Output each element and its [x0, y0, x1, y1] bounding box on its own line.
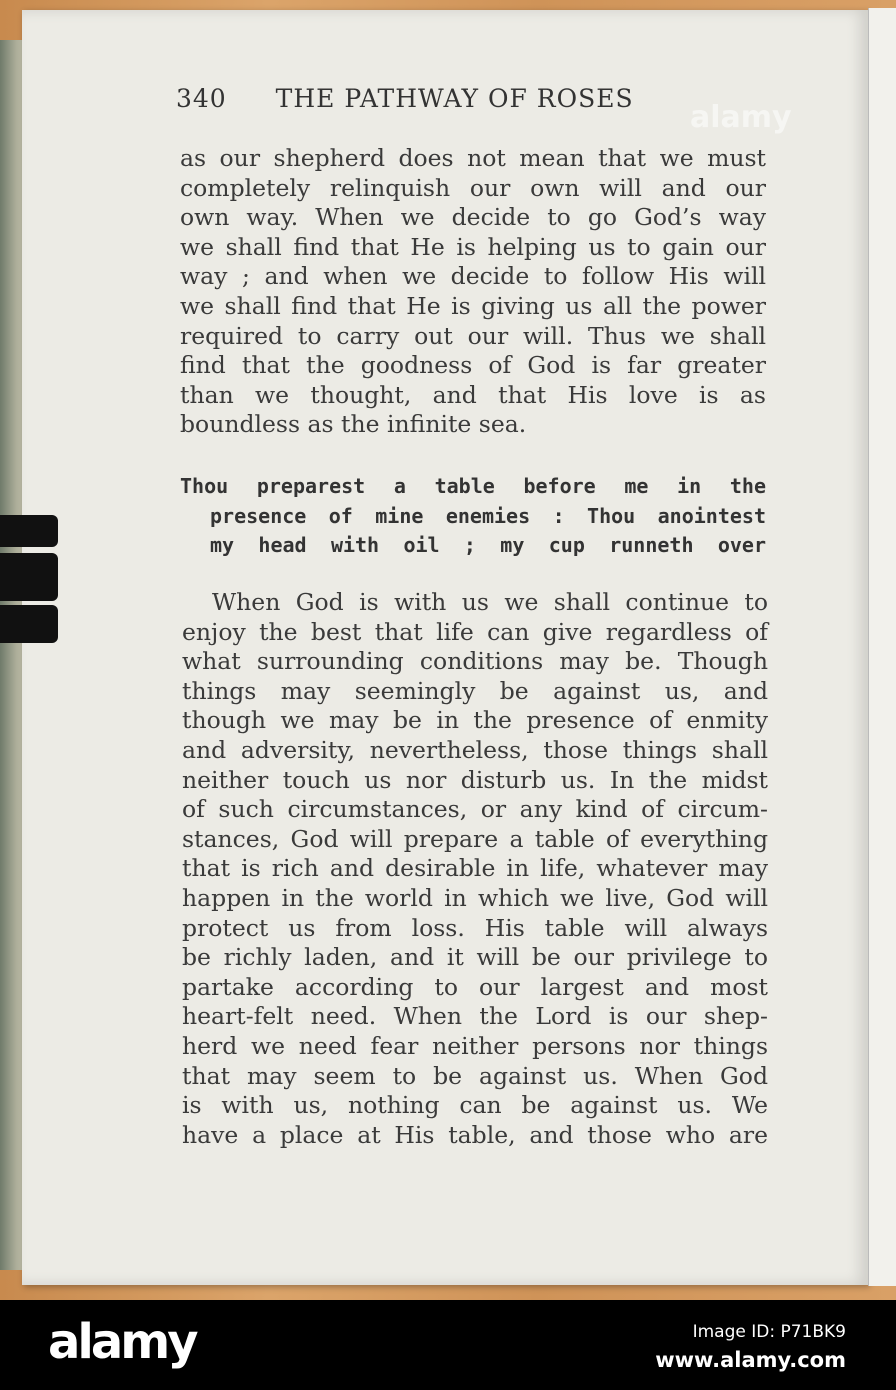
page-number: 340 [176, 84, 227, 113]
text-line: completely relinquish our own will and our [180, 173, 766, 202]
text-line: find that the goodness of God is far greater [180, 351, 766, 380]
text-line: that is rich and desirable in life, whatever may [182, 854, 768, 883]
text-line: stances, God will prepare a table of everything [182, 824, 768, 853]
page-edge [868, 8, 896, 1286]
text-line: boundless as the infinite sea. [180, 410, 527, 439]
text-line: enjoy the best that life can give regardless of [182, 617, 768, 646]
text-line: partake according to our largest and most [182, 972, 768, 1001]
alamy-logo: alamy [48, 1314, 196, 1370]
text-line: required to carry out our will. Thus we shall [180, 321, 766, 350]
footer-bar [0, 1300, 896, 1390]
page-header [176, 84, 776, 113]
image-id: Image ID: P71BK9 [692, 1322, 846, 1342]
text-line: neither touch us nor disturb us. In the midst [182, 765, 768, 794]
watermark: alamy [690, 100, 792, 135]
text-line: than we thought, and that His love is as [180, 380, 766, 409]
text-line: of such circumstances, or any kind of circum- [182, 795, 768, 824]
text-line: Thou preparest a table before me in the [180, 474, 766, 498]
text-line: own way. When we decide to go God’s way [180, 203, 766, 232]
text-line: we shall find that He is giving us all the power [180, 291, 766, 320]
paragraph-2 [182, 588, 768, 1150]
text-line: way ; and when we decide to follow His will [180, 262, 766, 291]
text-line: presence of mine enemies : Thou anointest [210, 503, 766, 528]
text-line: have a place at His table, and those who are [182, 1120, 768, 1149]
text-line: as our shepherd does not mean that we must [180, 144, 766, 172]
binder-clip [0, 515, 60, 645]
text-line: is with us, nothing can be against us. We [182, 1091, 768, 1120]
text-line: herd we need fear neither persons nor things [182, 1031, 768, 1060]
text-line: things may seemingly be against us, and [182, 676, 768, 705]
text-line: heart-felt need. When the Lord is our shep- [182, 1002, 768, 1031]
text-line: we shall find that He is helping us to gain our [180, 232, 766, 261]
paragraph-1 [180, 144, 766, 440]
site-url[interactable]: www.alamy.com [655, 1348, 846, 1372]
running-title: THE PATHWAY OF ROSES [275, 84, 634, 113]
text-line: happen in the world in which we live, God will [182, 883, 768, 912]
text-line: though we may be in the presence of enmity [182, 706, 768, 735]
text-line: be richly laden, and it will be our privilege to [182, 943, 768, 972]
text-line: When God is with us we shall continue to [212, 588, 768, 616]
verse-heading [180, 472, 766, 561]
text-line: and adversity, nevertheless, those things shall [182, 735, 768, 764]
text-line: what surrounding conditions may be. Though [182, 647, 768, 676]
text-line: that may seem to be against us. When God [182, 1061, 768, 1090]
text-line: protect us from loss. His table will always [182, 913, 768, 942]
text-line: my head with oil ; my cup runneth over [210, 533, 766, 558]
